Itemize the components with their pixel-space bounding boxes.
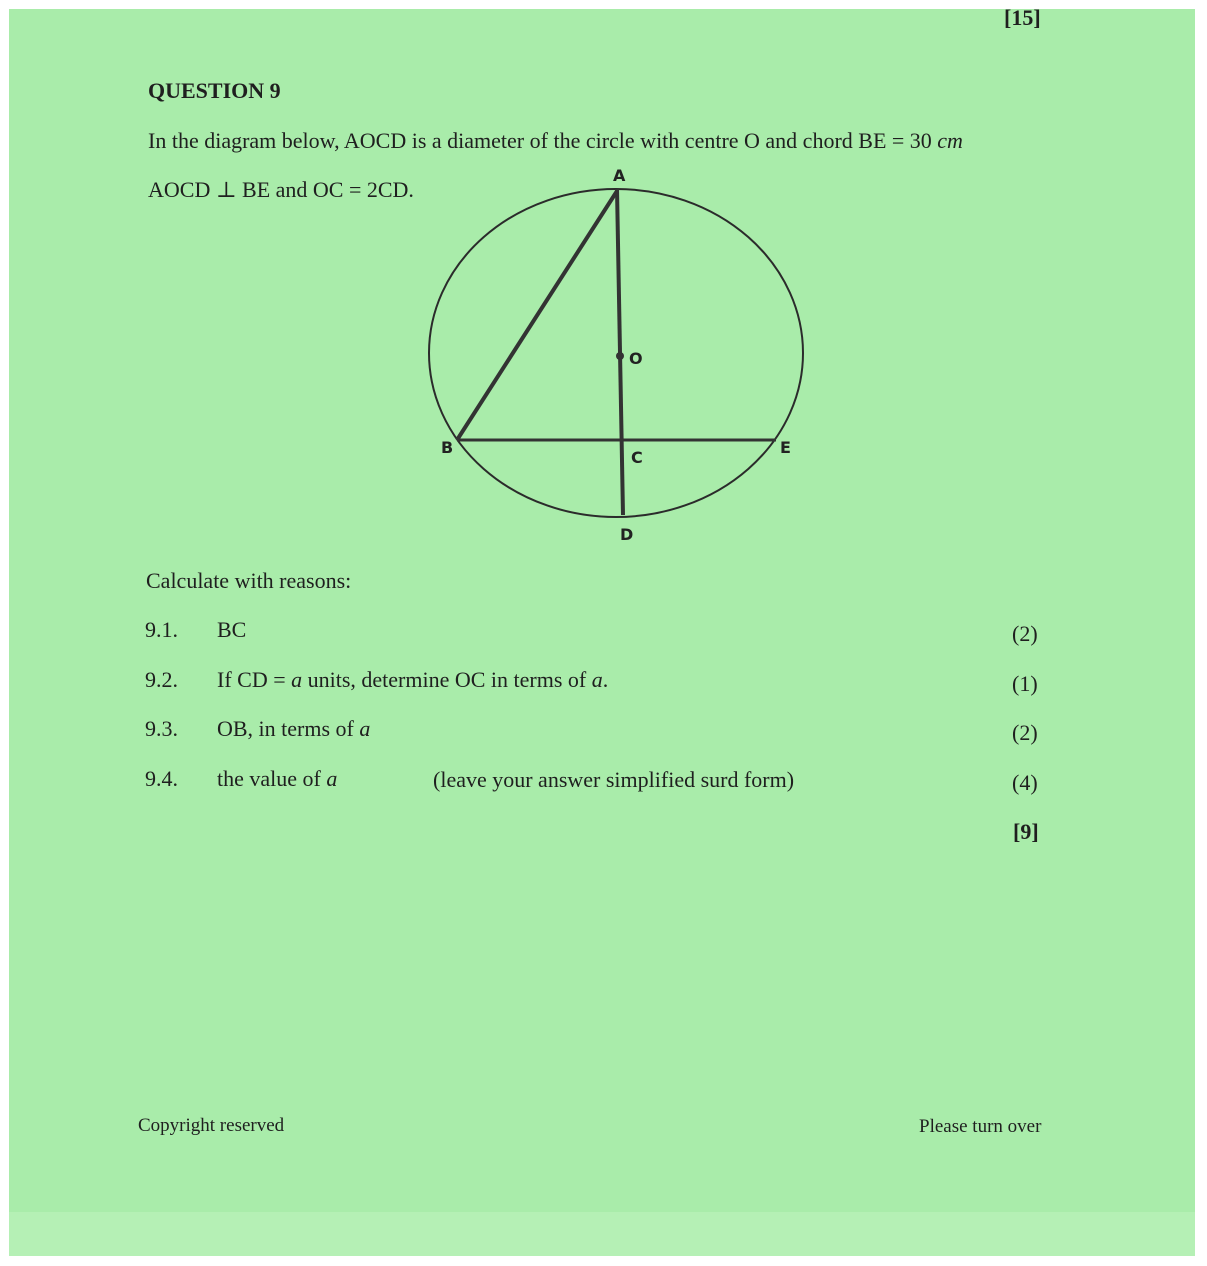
item-9-4-text-pre: the value of	[217, 766, 327, 791]
item-9-4-var1: a	[326, 766, 338, 791]
label-B: B	[441, 438, 454, 457]
item-number-9-4: 9.4.	[145, 766, 178, 791]
label-E: E	[780, 438, 791, 457]
centre-point-O	[616, 352, 624, 360]
intro-unit: cm	[937, 128, 963, 153]
item-9-3-text-pre: OB, in terms of	[217, 716, 360, 741]
item-9-2-text-pre: If CD =	[217, 667, 292, 692]
item-marks-9-4: (4)	[1012, 770, 1038, 795]
item-note-9-4: (leave your answer simplified surd form)	[433, 767, 795, 792]
item-text-9-1: BC	[217, 617, 247, 642]
item-marks-9-3: (2)	[1012, 720, 1038, 745]
label-A: A	[613, 166, 626, 185]
label-O: O	[629, 349, 643, 368]
page-bottom-strip	[9, 1212, 1195, 1256]
item-9-3-var1: a	[359, 716, 371, 741]
circle-diagram	[9, 9, 1195, 569]
item-9-2-text-mid: units, determine OC in terms of	[302, 667, 592, 692]
instructions: Calculate with reasons:	[146, 568, 352, 593]
label-D: D	[620, 525, 634, 544]
question-intro-line2: AOCD ⊥ BE and OC = 2CD.	[148, 177, 414, 202]
item-9-2-var2: a	[591, 667, 603, 692]
item-marks-9-2: (1)	[1012, 671, 1038, 696]
intro-text: In the diagram below, AOCD is a diameter of the circle with centre O and chord BE = 30	[148, 128, 932, 153]
label-C: C	[631, 448, 643, 467]
question-total-marks: [9]	[1013, 819, 1039, 844]
item-number-9-2: 9.2.	[145, 667, 178, 692]
item-text-9-4	[217, 766, 337, 792]
question-title: QUESTION 9	[148, 78, 281, 103]
exam-page	[9, 9, 1195, 1256]
item-text-9-3	[217, 716, 370, 742]
footer-copyright: Copyright reserved	[138, 1115, 285, 1136]
previous-total-marks: [15]	[1004, 9, 1041, 30]
chord-AB	[457, 191, 617, 440]
item-number-9-1: 9.1.	[145, 617, 178, 642]
item-marks-9-1: (2)	[1012, 621, 1038, 646]
item-text-9-2	[217, 667, 608, 693]
footer-turn-over: Please turn over	[919, 1116, 1042, 1137]
item-number-9-3: 9.3.	[145, 716, 178, 741]
item-9-2-var1: a	[291, 667, 303, 692]
item-9-2-text-post: .	[602, 667, 609, 692]
